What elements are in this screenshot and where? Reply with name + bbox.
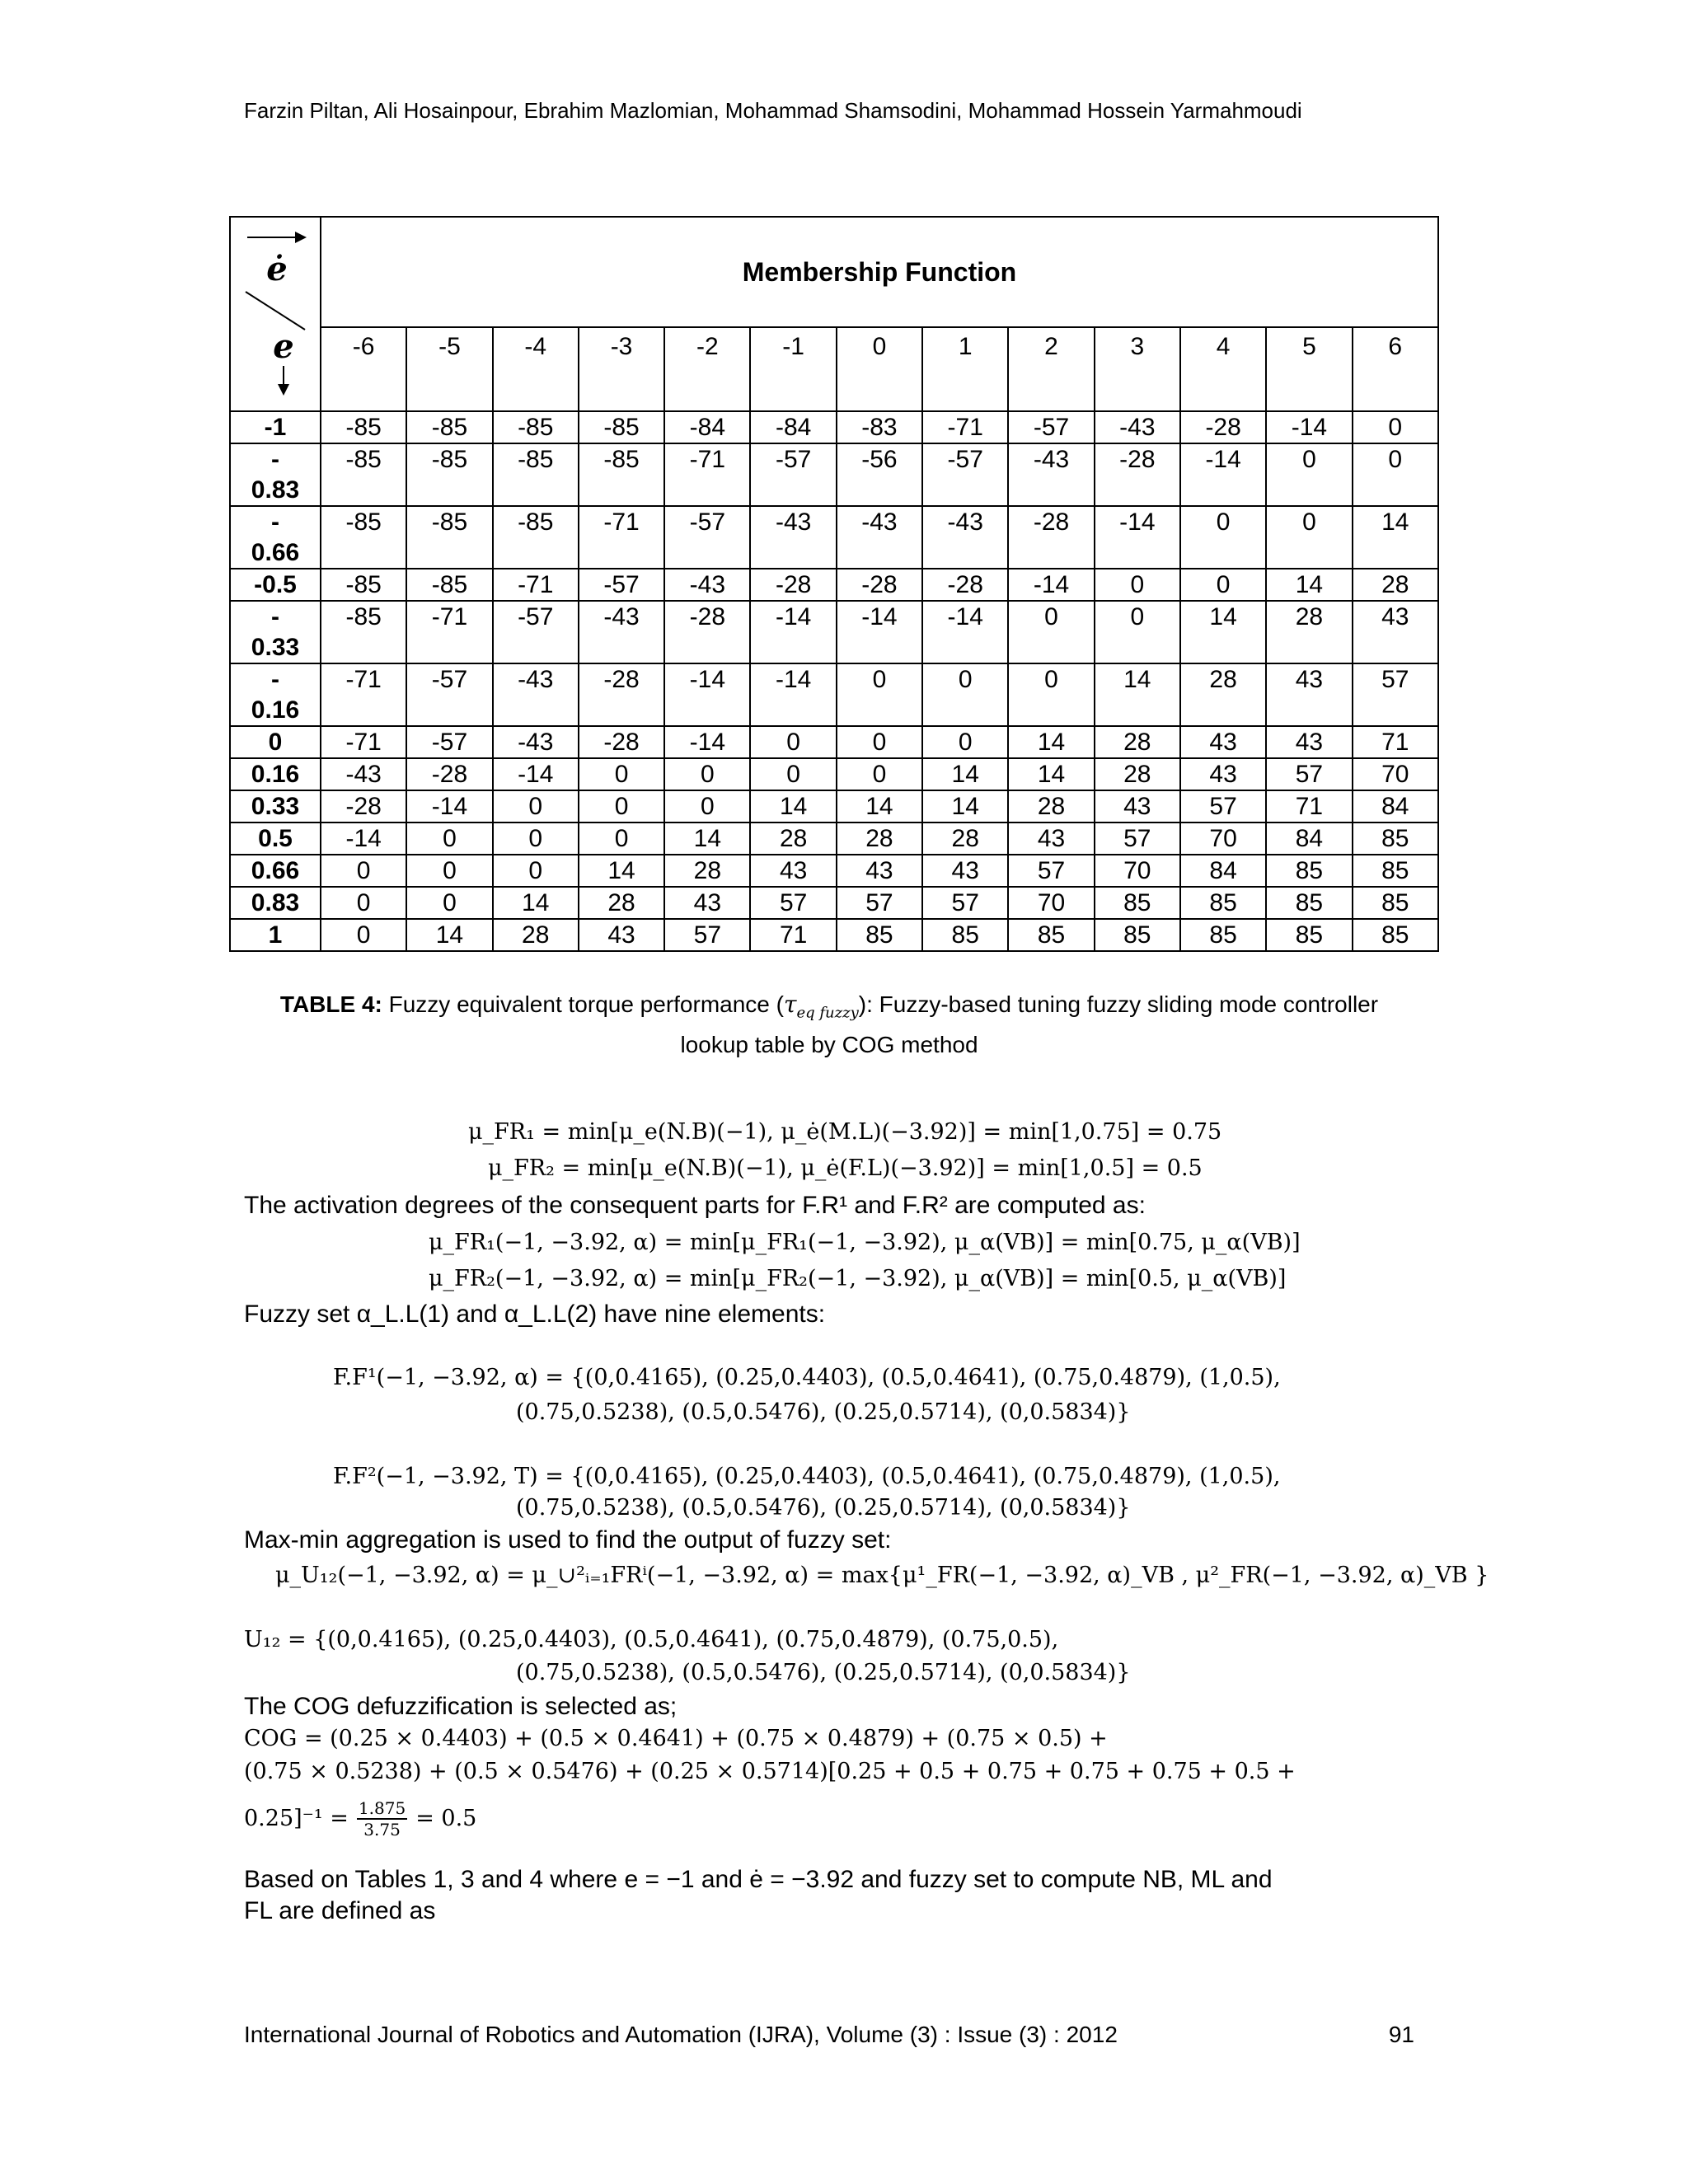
table-cell: -57 bbox=[406, 663, 492, 726]
footer-journal: International Journal of Robotics and Automation (IJRA), Volume (3) : Issue (3) : 2012 bbox=[244, 2022, 1118, 2047]
table-cell: -57 bbox=[750, 443, 836, 506]
table-cell: 14 bbox=[1180, 601, 1266, 663]
column-header-1: -5 bbox=[406, 327, 492, 411]
table-cell: -28 bbox=[1180, 411, 1266, 443]
table-cell: -14 bbox=[664, 726, 750, 758]
equation-activation-2: μ_FR₂(−1, −3.92, α) = min[μ_FR₂(−1, −3.92), μ_α(VB)] = min[0.5, μ_α(VB)] bbox=[429, 1266, 1287, 1291]
row-header: - 0.16 bbox=[230, 663, 321, 726]
table-cell: 0 bbox=[579, 823, 664, 855]
table-cell: 0 bbox=[837, 663, 922, 726]
equation-ff1-line2: (0.75,0.5238), (0.5,0.5476), (0.25,0.5714), (0,0.5834)} bbox=[516, 1399, 1131, 1425]
table-cell: -85 bbox=[493, 506, 579, 569]
equation-aggregation: μ_U₁₂(−1, −3.92, α) = μ_∪²ᵢ₌₁FRⁱ(−1, −3.92, α) = max{μ¹_FR(−1, −3.92, α)_VB , μ²_FR(−1, −3.92, α)_VB } bbox=[275, 1563, 1489, 1588]
membership-function-header: Membership Function bbox=[321, 217, 1438, 327]
table-cell: -43 bbox=[579, 601, 664, 663]
column-header-4: -2 bbox=[664, 327, 750, 411]
table-cell: 43 bbox=[837, 855, 922, 887]
paragraph-max-min: Max-min aggregation is used to find the output of fuzzy set: bbox=[244, 1526, 892, 1554]
table-body bbox=[230, 411, 1438, 951]
table-cell: -43 bbox=[750, 506, 836, 569]
table-cell: 0 bbox=[493, 855, 579, 887]
table-cell: 70 bbox=[1008, 887, 1094, 919]
table-cell: 84 bbox=[1353, 790, 1438, 823]
table-cell: 0 bbox=[1008, 663, 1094, 726]
table-cell: 57 bbox=[1266, 758, 1352, 790]
equation-activation-1: μ_FR₁(−1, −3.92, α) = min[μ_FR₁(−1, −3.92), μ_α(VB)] = min[0.75, μ_α(VB)] bbox=[429, 1230, 1301, 1255]
column-header-0: -6 bbox=[321, 327, 406, 411]
table-cell: -14 bbox=[837, 601, 922, 663]
table-cell: -85 bbox=[321, 601, 406, 663]
row-header: 0.16 bbox=[230, 758, 321, 790]
table-cell: 0 bbox=[406, 855, 492, 887]
table-cell: 14 bbox=[1266, 569, 1352, 601]
table-cell: 0 bbox=[1266, 506, 1352, 569]
table-corner-cell bbox=[230, 217, 321, 411]
table-cell: 14 bbox=[1008, 758, 1094, 790]
cog-line3-result: = 0.5 bbox=[415, 1806, 477, 1831]
table-cell: 28 bbox=[750, 823, 836, 855]
table-cell: -43 bbox=[922, 506, 1008, 569]
table-cell: 85 bbox=[1353, 855, 1438, 887]
table-cell: -85 bbox=[579, 443, 664, 506]
table-cell: -85 bbox=[493, 443, 579, 506]
corner-e-label: e bbox=[273, 327, 294, 366]
table-cell: 85 bbox=[1266, 887, 1352, 919]
table-row bbox=[230, 726, 1438, 758]
row-header: 0.33 bbox=[230, 790, 321, 823]
table-cell: 28 bbox=[1095, 758, 1180, 790]
cog-fraction-denominator: 3.75 bbox=[363, 1820, 401, 1840]
table-cell: 0 bbox=[1353, 443, 1438, 506]
row-header: 0.5 bbox=[230, 823, 321, 855]
table-cell: 43 bbox=[1180, 726, 1266, 758]
table-cell: -71 bbox=[321, 726, 406, 758]
table-cell: 0 bbox=[406, 823, 492, 855]
table-row bbox=[230, 506, 1438, 569]
table-cell: 28 bbox=[1180, 663, 1266, 726]
column-header-7: 1 bbox=[922, 327, 1008, 411]
corner-axes-diagram bbox=[231, 218, 321, 404]
table-cell: -85 bbox=[321, 506, 406, 569]
table-cell: -28 bbox=[321, 790, 406, 823]
table-cell: 0 bbox=[493, 790, 579, 823]
paragraph-based-line2: FL are defined as bbox=[244, 1897, 436, 1924]
table-cell: -43 bbox=[1008, 443, 1094, 506]
table-cell: 70 bbox=[1180, 823, 1266, 855]
running-header bbox=[244, 97, 1414, 124]
table-row bbox=[230, 855, 1438, 887]
table-cell: 28 bbox=[922, 823, 1008, 855]
table-cell: 0 bbox=[406, 887, 492, 919]
table-cell: -14 bbox=[922, 601, 1008, 663]
table-cell: -85 bbox=[493, 411, 579, 443]
table-cell: 85 bbox=[1008, 919, 1094, 951]
caption-symbol: τ bbox=[783, 991, 797, 1018]
paragraph-cog: The COG defuzzification is selected as; bbox=[244, 1693, 678, 1720]
table-cell: 57 bbox=[922, 887, 1008, 919]
column-header-3: -3 bbox=[579, 327, 664, 411]
table-cell: -28 bbox=[750, 569, 836, 601]
table-cell: -85 bbox=[321, 443, 406, 506]
table-cell: -85 bbox=[406, 443, 492, 506]
table-cell: -57 bbox=[579, 569, 664, 601]
table-cell: -84 bbox=[750, 411, 836, 443]
table-cell: 14 bbox=[922, 758, 1008, 790]
row-header: - 0.83 bbox=[230, 443, 321, 506]
table-cell: 43 bbox=[1353, 601, 1438, 663]
table-cell: 43 bbox=[579, 919, 664, 951]
table-cell: 0 bbox=[1353, 411, 1438, 443]
table-cell: 71 bbox=[1266, 790, 1352, 823]
equation-u12-line1: U₁₂ = {(0,0.4165), (0.25,0.4403), (0.5,0.4641), (0.75,0.4879), (0.75,0.5), bbox=[244, 1627, 1059, 1652]
table-cell: -28 bbox=[579, 726, 664, 758]
table-cell: 14 bbox=[1353, 506, 1438, 569]
table-cell: 28 bbox=[1353, 569, 1438, 601]
table-cell: 57 bbox=[1008, 855, 1094, 887]
table-cell: 85 bbox=[1266, 855, 1352, 887]
table-cell: -71 bbox=[922, 411, 1008, 443]
table-cell: 57 bbox=[750, 887, 836, 919]
lookup-table bbox=[229, 216, 1439, 952]
equation-cog-line2: (0.75 × 0.5238) + (0.5 × 0.5476) + (0.25 × 0.5714)[0.25 + 0.5 + 0.75 + 0.75 + 0.75 + 0.5 + bbox=[244, 1759, 1296, 1784]
column-header-row bbox=[230, 327, 1438, 411]
table-cell: 71 bbox=[750, 919, 836, 951]
table-cell: -57 bbox=[922, 443, 1008, 506]
equation-u12-line2: (0.75,0.5238), (0.5,0.5476), (0.25,0.5714), (0,0.5834)} bbox=[516, 1660, 1131, 1685]
table-cell: -43 bbox=[493, 726, 579, 758]
table-cell: -85 bbox=[321, 569, 406, 601]
table-cell: -28 bbox=[1008, 506, 1094, 569]
caption-text-after: ): Fuzzy-based tuning fuzzy sliding mode controller lookup table by COG method bbox=[680, 991, 1379, 1057]
table-cell: 28 bbox=[1095, 726, 1180, 758]
table-cell: -43 bbox=[837, 506, 922, 569]
table-row bbox=[230, 887, 1438, 919]
row-header: -1 bbox=[230, 411, 321, 443]
table-cell: 14 bbox=[1095, 663, 1180, 726]
table-cell: -83 bbox=[837, 411, 922, 443]
table-cell: 43 bbox=[750, 855, 836, 887]
column-header-10: 4 bbox=[1180, 327, 1266, 411]
table-cell: -14 bbox=[321, 823, 406, 855]
table-row bbox=[230, 919, 1438, 951]
table-cell: 43 bbox=[664, 887, 750, 919]
table-row bbox=[230, 411, 1438, 443]
table-row bbox=[230, 823, 1438, 855]
table-cell: 14 bbox=[1008, 726, 1094, 758]
table-row bbox=[230, 443, 1438, 506]
row-header: - 0.66 bbox=[230, 506, 321, 569]
table-cell: 85 bbox=[1095, 887, 1180, 919]
caption-text-before: Fuzzy equivalent torque performance ( bbox=[382, 991, 784, 1017]
table-cell: 0 bbox=[1180, 506, 1266, 569]
table-cell: 0 bbox=[321, 887, 406, 919]
table-cell: 0 bbox=[922, 663, 1008, 726]
table-cell: -14 bbox=[750, 601, 836, 663]
equation-ff1-line1: F.F¹(−1, −3.92, α) = {(0,0.4165), (0.25,0.4403), (0.5,0.4641), (0.75,0.4879), (1,0.5), bbox=[333, 1365, 1281, 1390]
row-header: 0.66 bbox=[230, 855, 321, 887]
table-cell: -57 bbox=[1008, 411, 1094, 443]
table-cell: -71 bbox=[493, 569, 579, 601]
table-cell: 28 bbox=[837, 823, 922, 855]
table-cell: 28 bbox=[664, 855, 750, 887]
table-cell: 14 bbox=[579, 855, 664, 887]
table-cell: 85 bbox=[1180, 887, 1266, 919]
table-cell: 85 bbox=[1353, 823, 1438, 855]
table-cell: 71 bbox=[1353, 726, 1438, 758]
table-cell: -57 bbox=[493, 601, 579, 663]
row-header: 0.83 bbox=[230, 887, 321, 919]
table-cell: 14 bbox=[750, 790, 836, 823]
equation-cog-line3 bbox=[244, 1798, 476, 1840]
table-cell: 14 bbox=[922, 790, 1008, 823]
table-cell: -43 bbox=[1095, 411, 1180, 443]
table-cell: 85 bbox=[1266, 919, 1352, 951]
table-cell: 0 bbox=[750, 726, 836, 758]
paragraph-fuzzy-set: Fuzzy set α_L.L(1) and α_L.L(2) have nine elements: bbox=[244, 1301, 826, 1328]
equation-cog-line1: COG = (0.25 × 0.4403) + (0.5 × 0.4641) + (0.75 × 0.4879) + (0.75 × 0.5) + bbox=[244, 1726, 1108, 1751]
page-number: 91 bbox=[1388, 2022, 1414, 2047]
column-header-5: -1 bbox=[750, 327, 836, 411]
table-cell: 0 bbox=[321, 919, 406, 951]
table-cell: -28 bbox=[664, 601, 750, 663]
table-cell: 0 bbox=[837, 758, 922, 790]
table-cell: 0 bbox=[1095, 569, 1180, 601]
table-cell: -28 bbox=[406, 758, 492, 790]
page-footer bbox=[244, 2021, 1414, 2049]
table-cell: -57 bbox=[406, 726, 492, 758]
table-cell: 57 bbox=[664, 919, 750, 951]
row-header: -0.5 bbox=[230, 569, 321, 601]
table-cell: 43 bbox=[1180, 758, 1266, 790]
table-cell: -71 bbox=[406, 601, 492, 663]
cog-fraction bbox=[357, 1798, 407, 1840]
column-header-8: 2 bbox=[1008, 327, 1094, 411]
table-cell: -71 bbox=[579, 506, 664, 569]
table-cell: 0 bbox=[837, 726, 922, 758]
table-row bbox=[230, 569, 1438, 601]
table-cell: -14 bbox=[1180, 443, 1266, 506]
table-caption bbox=[244, 989, 1414, 1061]
table-cell: 14 bbox=[837, 790, 922, 823]
table-cell: 43 bbox=[922, 855, 1008, 887]
table-row bbox=[230, 663, 1438, 726]
row-header: 0 bbox=[230, 726, 321, 758]
cog-line3-prefix: 0.25]⁻¹ = bbox=[244, 1806, 349, 1831]
table-cell: 0 bbox=[1180, 569, 1266, 601]
table-row bbox=[230, 790, 1438, 823]
column-header-12: 6 bbox=[1353, 327, 1438, 411]
table-row bbox=[230, 758, 1438, 790]
table-cell: 85 bbox=[837, 919, 922, 951]
table-cell: -43 bbox=[493, 663, 579, 726]
table-cell: 0 bbox=[493, 823, 579, 855]
table-cell: -14 bbox=[1095, 506, 1180, 569]
table-cell: 28 bbox=[1008, 790, 1094, 823]
table-cell: -14 bbox=[664, 663, 750, 726]
table-cell: 70 bbox=[1095, 855, 1180, 887]
table-cell: 43 bbox=[1008, 823, 1094, 855]
table-cell: -85 bbox=[406, 569, 492, 601]
equation-ff2-line1: F.F²(−1, −3.92, T) = {(0,0.4165), (0.25,0.4403), (0.5,0.4641), (0.75,0.4879), (1,0.5), bbox=[333, 1464, 1281, 1489]
table-cell: 0 bbox=[579, 758, 664, 790]
column-header-6: 0 bbox=[837, 327, 922, 411]
table-cell: -43 bbox=[321, 758, 406, 790]
equation-mu-fr1: μ_FR₁ = min[μ_e(N.B)(−1), μ_ė(M.L)(−3.92)] = min[1,0.75] = 0.75 bbox=[468, 1119, 1222, 1145]
table-cell: 0 bbox=[1266, 443, 1352, 506]
table-row bbox=[230, 601, 1438, 663]
column-header-9: 3 bbox=[1095, 327, 1180, 411]
table-cell: 57 bbox=[1180, 790, 1266, 823]
equation-mu-fr2: μ_FR₂ = min[μ_e(N.B)(−1), μ_ė(F.L)(−3.92)] = min[1,0.5] = 0.5 bbox=[488, 1155, 1203, 1181]
table-cell: 28 bbox=[493, 919, 579, 951]
table-cell: 0 bbox=[750, 758, 836, 790]
table-cell: 0 bbox=[664, 758, 750, 790]
table-cell: 0 bbox=[321, 855, 406, 887]
table-cell: 85 bbox=[1353, 919, 1438, 951]
table-cell: 14 bbox=[406, 919, 492, 951]
table-cell: -28 bbox=[922, 569, 1008, 601]
table-cell: 14 bbox=[493, 887, 579, 919]
table-cell: -57 bbox=[664, 506, 750, 569]
table-cell: 70 bbox=[1353, 758, 1438, 790]
table-cell: -43 bbox=[664, 569, 750, 601]
table-cell: 57 bbox=[1353, 663, 1438, 726]
table-cell: 0 bbox=[664, 790, 750, 823]
table-cell: 0 bbox=[1095, 601, 1180, 663]
table-cell: 0 bbox=[922, 726, 1008, 758]
table-cell: -85 bbox=[579, 411, 664, 443]
table-cell: -85 bbox=[406, 506, 492, 569]
table-cell: 57 bbox=[837, 887, 922, 919]
row-header: - 0.33 bbox=[230, 601, 321, 663]
table-cell: -14 bbox=[406, 790, 492, 823]
table-cell: 28 bbox=[1266, 601, 1352, 663]
table-cell: 84 bbox=[1266, 823, 1352, 855]
table-cell: 43 bbox=[1266, 726, 1352, 758]
table-cell: 43 bbox=[1266, 663, 1352, 726]
table-cell: -14 bbox=[493, 758, 579, 790]
table-cell: 0 bbox=[579, 790, 664, 823]
table-cell: 85 bbox=[1180, 919, 1266, 951]
table-cell: 85 bbox=[1095, 919, 1180, 951]
table-cell: 57 bbox=[1095, 823, 1180, 855]
paragraph-based-line1: Based on Tables 1, 3 and 4 where e = −1 and ė = −3.92 and fuzzy set to compute NB, ML and bbox=[244, 1866, 1273, 1893]
table-cell: 85 bbox=[1353, 887, 1438, 919]
table-cell: 28 bbox=[579, 887, 664, 919]
table-cell: 0 bbox=[1008, 601, 1094, 663]
table-cell: -85 bbox=[321, 411, 406, 443]
column-header-2: -4 bbox=[493, 327, 579, 411]
table-cell: -84 bbox=[664, 411, 750, 443]
row-header: 1 bbox=[230, 919, 321, 951]
column-header-11: 5 bbox=[1266, 327, 1352, 411]
table-cell: -85 bbox=[406, 411, 492, 443]
paragraph-activation: The activation degrees of the consequent parts for F.R¹ and F.R² are computed as: bbox=[244, 1192, 1146, 1219]
table-cell: -14 bbox=[1266, 411, 1352, 443]
table-cell: -71 bbox=[664, 443, 750, 506]
table-cell: 14 bbox=[664, 823, 750, 855]
table-cell: -14 bbox=[1008, 569, 1094, 601]
table-cell: 84 bbox=[1180, 855, 1266, 887]
table-cell: -28 bbox=[837, 569, 922, 601]
table-cell: -28 bbox=[1095, 443, 1180, 506]
table-cell: -28 bbox=[579, 663, 664, 726]
cog-fraction-numerator: 1.875 bbox=[358, 1798, 406, 1818]
table-cell: -56 bbox=[837, 443, 922, 506]
table-cell: -71 bbox=[321, 663, 406, 726]
authors-line: Farzin Piltan, Ali Hosainpour, Ebrahim Mazlomian, Mohammad Shamsodini, Mohammad Hossein Yarmahmoudi bbox=[244, 98, 1302, 123]
equation-ff2-line2: (0.75,0.5238), (0.5,0.5476), (0.25,0.5714), (0,0.5834)} bbox=[516, 1495, 1131, 1521]
table-cell: 43 bbox=[1095, 790, 1180, 823]
caption-symbol-sub: eq fuzzy bbox=[796, 1004, 859, 1022]
caption-label: TABLE 4: bbox=[279, 991, 382, 1017]
corner-edot-label: ė bbox=[266, 250, 288, 288]
table-cell: -14 bbox=[750, 663, 836, 726]
table-cell: 85 bbox=[922, 919, 1008, 951]
